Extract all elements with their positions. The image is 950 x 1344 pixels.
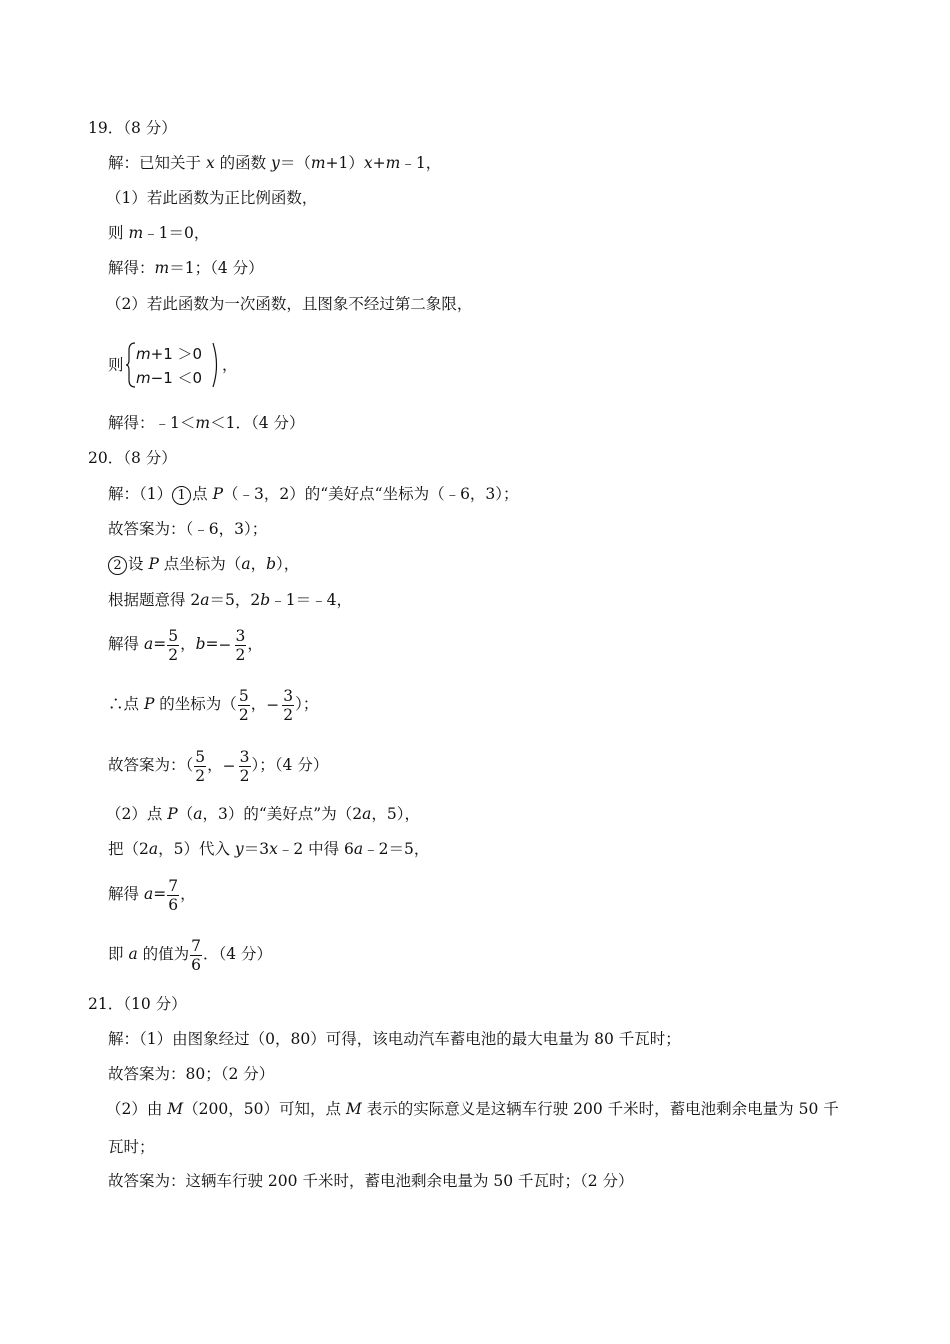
q19-line-3: 则 m﹣1＝0， <box>108 224 210 242</box>
circled-one: 1 <box>172 486 191 505</box>
q20-line-7: 故答案为：（ $\frac{5}{2}$ ，− $\frac{3}{2}$ ）；（4 分） <box>108 747 329 785</box>
q19-line-2: （1）若此函数为正比例函数， <box>106 189 318 207</box>
q19-header: 19．（8 分） <box>88 119 177 137</box>
q19-system-row-1: m+1 ＞0 <box>136 345 203 363</box>
q21-line-3: （2）由 M（200，50）可知，点 M 表示的实际意义是这辆车行驶 200 千米时，蓄电池剩余电量为 50 千 <box>106 1100 839 1118</box>
q21-header: 21．（10 分） <box>88 995 187 1013</box>
q21-line-5: 故答案为：这辆车行驶 200 千米时，蓄电池剩余电量为 50 千瓦时；（2 分） <box>108 1172 634 1190</box>
q19-system-suffix: ， <box>222 356 238 374</box>
q21-line-4: 瓦时； <box>108 1138 155 1156</box>
q19-system-prefix: 则 <box>108 356 124 374</box>
fraction-5-over-2: $\frac{5}{2}$ <box>168 626 179 664</box>
q20-line-1: 解：（1） 1 点 P（﹣3，2）的“美好点“坐标为（﹣6，3）； <box>108 485 519 503</box>
left-brace-icon <box>126 342 136 388</box>
q20-line-10: 解得 a= $\frac{7}{6}$ ， <box>108 876 196 914</box>
q19-inequality-system <box>108 342 238 390</box>
q19-line-4: 解得：m＝1；（4 分） <box>108 259 264 277</box>
q20-line-9: 把（2a，5）代入 y＝3x﹣2 中得 6a﹣2＝5， <box>108 840 430 858</box>
fraction-3-over-2: $\frac{3}{2}$ <box>235 626 246 664</box>
fraction-3-over-2: $\frac{3}{2}$ <box>239 747 250 785</box>
fraction-3-over-2: $\frac{3}{2}$ <box>283 686 294 724</box>
q20-line-4: 根据题意得 2a＝5，2b﹣1＝﹣4， <box>108 591 352 609</box>
fraction-5-over-2: $\frac{5}{2}$ <box>195 747 206 785</box>
q20-line-5: 解得 a= $\frac{5}{2}$ ，b=− $\frac{3}{2}$ ， <box>108 626 263 664</box>
q19-system-row-2: m−1 ＜0 <box>136 369 203 387</box>
q21-line-2: 故答案为：80；（2 分） <box>108 1065 275 1083</box>
circled-two: 2 <box>108 556 127 575</box>
q20-line-2: 故答案为：（﹣6，3）； <box>108 520 268 538</box>
q19-line-1: 解：已知关于 x 的函数 y＝（m+1）x+m﹣1， <box>108 154 442 172</box>
q20-line-3: 2 设 P 点坐标为（a，b）， <box>108 554 299 575</box>
q21-line-1: 解：（1）由图象经过（0，80）可得，该电动汽车蓄电池的最大电量为 80 千瓦时； <box>108 1030 681 1048</box>
fraction-7-over-6: $\frac{7}{6}$ <box>168 876 179 914</box>
right-paren-icon <box>212 342 222 388</box>
q19-line-7: 解得：﹣1＜m＜1．（4 分） <box>108 414 305 432</box>
q20-line-8: （2）点 P（a，3）的“美好点”为（2a，5）， <box>106 805 420 823</box>
q20-line-11: 即 a 的值为 $\frac{7}{6}$ ．（4 分） <box>108 936 273 974</box>
q20-line-6: ∴点 P 的坐标为（ $\frac{5}{2}$ ，− $\frac{3}{2}$ ）； <box>108 686 319 724</box>
fraction-7-over-6: $\frac{7}{6}$ <box>191 936 201 974</box>
q20-header: 20．（8 分） <box>88 449 177 467</box>
fraction-5-over-2: $\frac{5}{2}$ <box>238 686 249 724</box>
q19-line-5: （2）若此函数为一次函数，且图象不经过第二象限， <box>106 295 473 313</box>
